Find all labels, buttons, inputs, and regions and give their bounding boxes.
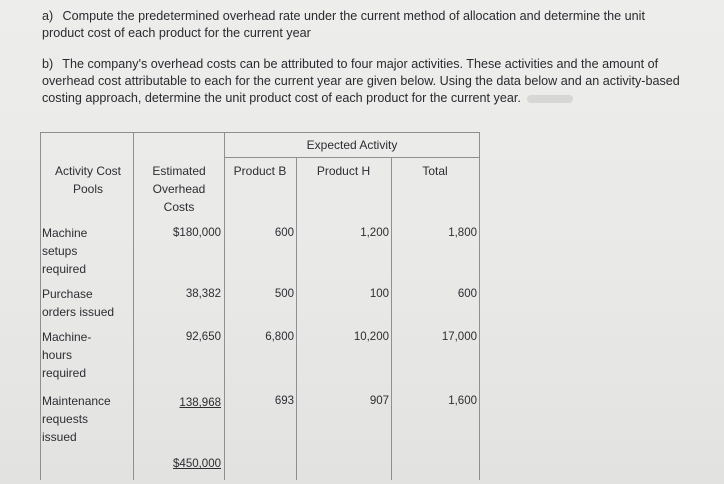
pool-line: Maintenance [42,394,111,408]
header-line: Pools [72,182,104,196]
redacted-blur [527,95,573,103]
total-cell: 600 [457,288,477,300]
total-cell: 1,800 [448,227,477,239]
header-line: Costs [163,200,195,214]
pool-line: Purchase [42,287,93,301]
group-header-divider [224,157,480,158]
total-cell: 1,600 [448,395,477,407]
header-line: Estimated [152,164,206,178]
question-a-line-2: product cost of each product for the current year [42,26,311,40]
table-border-left [40,132,41,480]
table-border-right [479,132,480,480]
overhead-total-cell: $450,000 [173,458,221,470]
product-h-cell: 10,200 [353,331,389,343]
pool-line: Machine- [42,330,92,344]
question-b-line-2: overhead cost attributable to each for the current year are given below. Using the data below and an activity-based [42,74,680,88]
product-b-header: Product B [233,164,287,178]
table-row-pool-machine-setups [42,224,87,278]
table-row-pool-maintenance-requests [42,392,111,446]
question-a-label: a) [42,9,54,23]
column-divider-product-b [296,157,297,480]
activity-cost-table [40,132,480,480]
overhead-cell: 92,650 [185,331,221,343]
column-divider-overhead [224,132,225,480]
pool-line: orders issued [42,305,115,319]
question-b [42,56,712,107]
pool-line: requests [42,412,89,426]
column-divider-product-h [391,157,392,480]
table-border-top [40,132,480,133]
overhead-cell: 138,968 [179,397,221,409]
pool-line: setups [42,244,78,258]
table-row-pool-purchase-orders [42,285,114,321]
estimated-overhead-costs-header [134,162,224,216]
pool-line: required [42,366,87,380]
total-cell: 17,000 [441,331,477,343]
overhead-cell: 38,382 [185,288,221,300]
table-row-pool-machine-hours [42,328,91,382]
activity-cost-pools-header [42,162,134,198]
question-b-line-3: costing approach, determine the unit product cost of each product for the current year. [42,91,521,105]
pool-line: hours [42,348,73,362]
product-b-cell: 693 [274,395,294,407]
product-b-cell: 6,800 [265,331,294,343]
header-line: Activity Cost [54,164,121,178]
expected-activity-header: Expected Activity [306,138,398,152]
question-b-label: b) [42,57,54,71]
pool-line: Machine [42,226,88,240]
product-h-cell: 100 [369,288,389,300]
total-header: Total [422,164,448,178]
overhead-cell: $180,000 [173,227,221,239]
product-h-cell: 907 [369,395,389,407]
question-a-line-1: Compute the predetermined overhead rate under the current method of allocation and determine the unit [62,9,645,23]
product-b-cell: 500 [274,288,294,300]
question-a [42,8,712,42]
pool-line: required [42,262,87,276]
question-b-line-1: The company's overhead costs can be attributed to four major activities. These activities and the amount of [62,57,659,71]
product-h-cell: 1,200 [360,227,389,239]
product-b-cell: 600 [274,227,294,239]
pool-line: issued [42,430,77,444]
header-line: Overhead [152,182,206,196]
product-h-header: Product H [316,164,371,178]
